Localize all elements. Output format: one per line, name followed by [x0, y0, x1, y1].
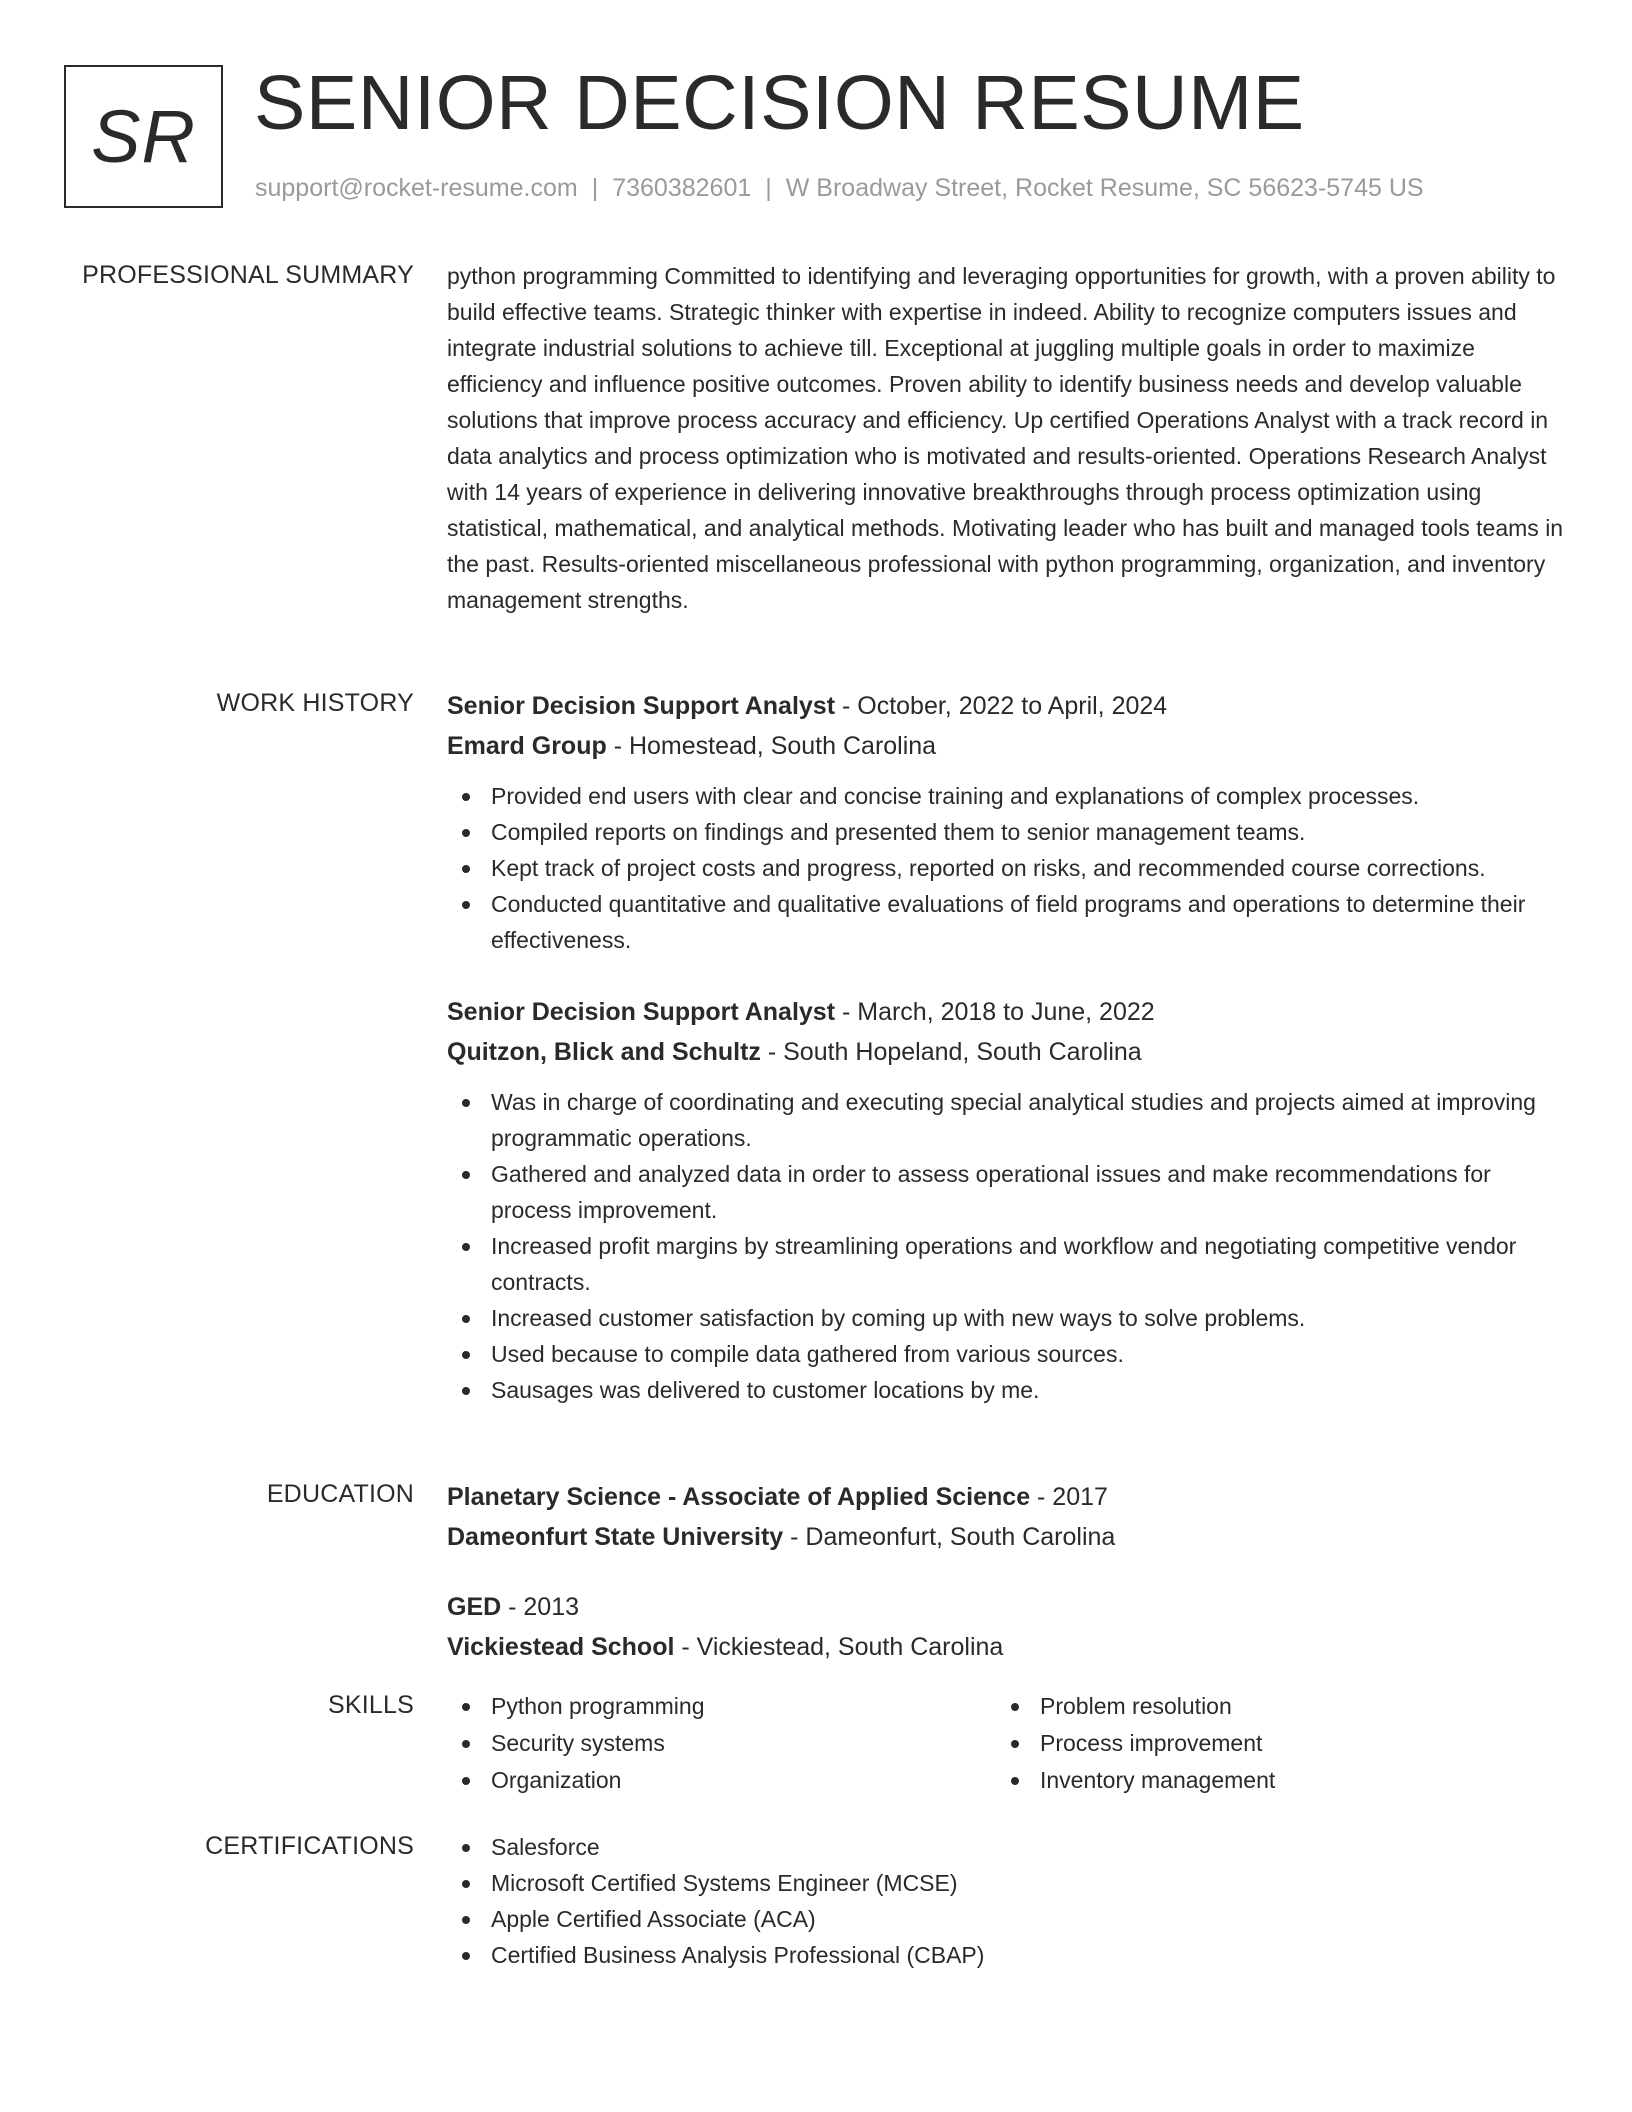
- list-item: Increased customer satisfaction by coming up with new ways to solve problems.: [447, 1300, 1567, 1336]
- education-entry: [447, 1587, 1567, 1667]
- job-company: Emard Group: [447, 732, 607, 760]
- job-title-line: [447, 992, 1567, 1032]
- job-company-line: [447, 1032, 1567, 1072]
- resume-header: [64, 60, 1584, 211]
- school-line: [447, 1627, 1567, 1667]
- education-heading: EDUCATION: [266, 1480, 414, 1508]
- skills-column-2: [996, 1688, 1545, 1799]
- job-bullets: [447, 778, 1567, 958]
- resume-name: SENIOR DECISION RESUME: [254, 60, 1305, 146]
- work-history-body: [447, 686, 1567, 1408]
- school-line: [447, 1517, 1567, 1557]
- contact-separator: |: [765, 174, 772, 202]
- list-item: Used because to compile data gathered from various sources.: [447, 1336, 1567, 1372]
- list-item: Kept track of project costs and progress, reported on risks, and recommended course corrections.: [447, 850, 1567, 886]
- certification-item: Certified Business Analysis Professional (CBAP): [447, 1937, 1567, 1973]
- degree-line: [447, 1587, 1567, 1627]
- contact-separator: |: [591, 174, 599, 202]
- job-location: - South Hopeland, South Carolina: [760, 1038, 1142, 1066]
- job-dates: - October, 2022 to April, 2024: [835, 692, 1168, 720]
- job-company-line: [447, 726, 1567, 766]
- degree: Planetary Science - Associate of Applied Science: [447, 1483, 1031, 1511]
- job-entry: [447, 686, 1567, 958]
- certification-item: Apple Certified Associate (ACA): [447, 1901, 1567, 1937]
- list-item: Sausages was delivered to customer locations by me.: [447, 1372, 1567, 1408]
- skill-item: Inventory management: [996, 1762, 1545, 1799]
- education-body: [447, 1477, 1567, 1667]
- job-dates: - March, 2018 to June, 2022: [835, 998, 1155, 1026]
- contact-phone[interactable]: 7360382601: [612, 174, 752, 202]
- job-title: Senior Decision Support Analyst: [447, 692, 836, 720]
- skills-heading: SKILLS: [328, 1691, 414, 1719]
- skill-item: Python programming: [447, 1688, 996, 1725]
- contact-email[interactable]: support@rocket-resume.com: [255, 174, 578, 202]
- job-bullets: [447, 1084, 1567, 1408]
- list-item: Conducted quantitative and qualitative evaluations of field programs and operations to determine their effectiveness.: [447, 886, 1567, 958]
- monogram-initials: SR: [91, 95, 196, 178]
- certifications-list: [447, 1829, 1567, 1973]
- certification-item: Salesforce: [447, 1829, 1567, 1865]
- list-item: Provided end users with clear and concise training and explanations of complex processes.: [447, 778, 1567, 814]
- degree-line: [447, 1477, 1567, 1517]
- monogram-box: [64, 65, 223, 208]
- job-title: Senior Decision Support Analyst: [447, 998, 836, 1026]
- certification-item: Microsoft Certified Systems Engineer (MCSE): [447, 1865, 1567, 1901]
- list-item: Compiled reports on findings and presented them to senior management teams.: [447, 814, 1567, 850]
- school-location: - Dameonfurt, South Carolina: [783, 1523, 1116, 1551]
- work-history-heading: WORK HISTORY: [216, 689, 414, 717]
- school-location: - Vickiestead, South Carolina: [674, 1633, 1004, 1661]
- summary-text: python programming Committed to identifying and leveraging opportunities for growth, with a proven ability to build effective teams. Strategic thinker with expertise in indeed. Ability to recognize computers issues and integrate industrial solutions to achieve till. Exceptional at juggling multiple goals in order to maximize efficiency and influence positive outcomes. Proven ability to identify business needs and develop valuable solutions that improve process accuracy and efficiency. Up certified Operations Analyst with a track record in data analytics and process optimization who is motivated and results-oriented. Operations Research Analyst with 14 years of experience in delivering innovative breakthroughs through process optimization using statistical, mathematical, and analytical methods. Motivating leader who has built and managed tools teams in the past. Results-oriented miscellaneous professional with python programming, organization, and inventory management strengths.: [447, 263, 1564, 613]
- list-item: Was in charge of coordinating and executing special analytical studies and projects aimed at improving programmatic operations.: [447, 1084, 1567, 1156]
- certifications-body: [447, 1829, 1567, 1973]
- education-entry: [447, 1477, 1567, 1557]
- skills-column-1: [447, 1688, 996, 1799]
- job-location: - Homestead, South Carolina: [606, 732, 937, 760]
- degree: GED: [447, 1593, 502, 1621]
- skill-item: Problem resolution: [996, 1688, 1545, 1725]
- job-title-line: [447, 686, 1567, 726]
- degree-year: - 2017: [1030, 1483, 1108, 1511]
- contact-line: [255, 174, 1424, 203]
- skill-item: Security systems: [447, 1725, 996, 1762]
- list-item: Gathered and analyzed data in order to assess operational issues and make recommendations for process improvement.: [447, 1156, 1567, 1228]
- school: Vickiestead School: [447, 1633, 675, 1661]
- contact-address: W Broadway Street, Rocket Resume, SC 56623-5745 US: [785, 174, 1424, 202]
- list-item: Increased profit margins by streamlining operations and workflow and negotiating competitive vendor contracts.: [447, 1228, 1567, 1300]
- school: Dameonfurt State University: [447, 1523, 784, 1551]
- summary-heading: PROFESSIONAL SUMMARY: [82, 261, 414, 289]
- job-entry: [447, 992, 1567, 1408]
- skill-item: Organization: [447, 1762, 996, 1799]
- skill-item: Process improvement: [996, 1725, 1545, 1762]
- certifications-heading: CERTIFICATIONS: [205, 1832, 414, 1860]
- skills-body: [447, 1688, 1567, 1799]
- job-company: Quitzon, Blick and Schultz: [447, 1038, 761, 1066]
- degree-year: - 2013: [501, 1593, 580, 1621]
